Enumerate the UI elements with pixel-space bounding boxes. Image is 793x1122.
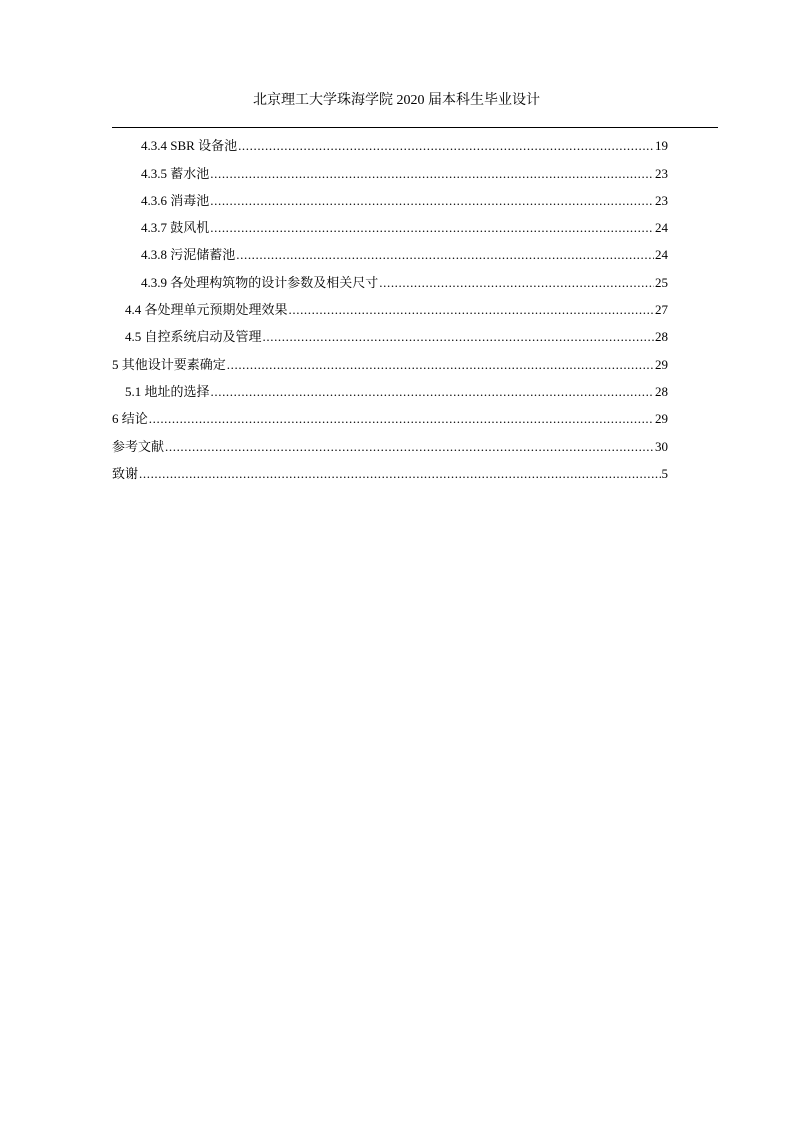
toc-dot-leader bbox=[379, 275, 654, 291]
toc-entry-label: 4.3.8 污泥储蓄池 bbox=[141, 247, 236, 263]
toc-dot-leader bbox=[238, 138, 654, 154]
table-of-contents bbox=[112, 128, 668, 483]
toc-entry[interactable] bbox=[112, 264, 668, 291]
toc-entry[interactable] bbox=[112, 401, 668, 428]
toc-dot-leader bbox=[289, 302, 654, 318]
toc-entry[interactable] bbox=[112, 346, 668, 373]
toc-entry[interactable] bbox=[112, 210, 668, 237]
toc-entry-label: 4.3.4 SBR 设备池 bbox=[141, 138, 238, 154]
toc-entry[interactable] bbox=[112, 128, 668, 155]
toc-entry-page: 27 bbox=[655, 302, 668, 318]
toc-entry-label: 4.3.5 蓄水池 bbox=[141, 165, 210, 181]
toc-entry-label: 5 其他设计要素确定 bbox=[112, 356, 226, 372]
toc-entry-label: 4.5 自控系统启动及管理 bbox=[125, 329, 262, 345]
toc-entry-page: 5 bbox=[661, 465, 668, 481]
toc-entry-label: 4.4 各处理单元预期处理效果 bbox=[125, 302, 288, 318]
toc-dot-leader bbox=[210, 193, 654, 209]
toc-dot-leader bbox=[263, 329, 654, 345]
toc-entry-page: 28 bbox=[655, 329, 668, 345]
toc-entry-page: 23 bbox=[655, 165, 668, 181]
toc-entry-page: 23 bbox=[655, 192, 668, 208]
toc-entry-page: 30 bbox=[655, 438, 668, 454]
toc-entry-page: 29 bbox=[655, 356, 668, 372]
toc-entry-page: 19 bbox=[655, 138, 668, 154]
toc-entry-page: 28 bbox=[655, 383, 668, 399]
toc-entry-page: 29 bbox=[655, 411, 668, 427]
page-header bbox=[0, 92, 793, 110]
toc-entry-label: 致谢 bbox=[112, 465, 139, 481]
toc-entry-label: 4.3.6 消毒池 bbox=[141, 192, 210, 208]
toc-dot-leader bbox=[139, 466, 660, 482]
toc-entry[interactable] bbox=[112, 237, 668, 264]
toc-entry[interactable] bbox=[112, 456, 668, 483]
toc-entry-label: 6 结论 bbox=[112, 411, 148, 427]
toc-entry-page: 24 bbox=[655, 247, 668, 263]
toc-entry[interactable] bbox=[112, 155, 668, 182]
toc-entry[interactable] bbox=[112, 319, 668, 346]
toc-dot-leader bbox=[165, 439, 654, 455]
toc-entry-label: 5.1 地址的选择 bbox=[125, 383, 210, 399]
toc-entry-page: 25 bbox=[655, 274, 668, 290]
toc-entry-label: 参考文献 bbox=[112, 438, 165, 454]
toc-entry[interactable] bbox=[112, 374, 668, 401]
header-title: 北京理工大学珠海学院 2020 届本科生毕业设计 bbox=[253, 93, 540, 108]
toc-entry[interactable] bbox=[112, 428, 668, 455]
toc-dot-leader bbox=[236, 247, 654, 263]
toc-entry-page: 24 bbox=[655, 220, 668, 236]
toc-dot-leader bbox=[210, 166, 654, 182]
toc-entry-label: 4.3.9 各处理构筑物的设计参数及相关尺寸 bbox=[141, 274, 379, 290]
toc-entry-label: 4.3.7 鼓风机 bbox=[141, 220, 210, 236]
toc-dot-leader bbox=[149, 411, 654, 427]
toc-dot-leader bbox=[210, 220, 654, 236]
toc-dot-leader bbox=[211, 384, 654, 400]
toc-dot-leader bbox=[227, 357, 654, 373]
toc-entry[interactable] bbox=[112, 183, 668, 210]
toc-entry[interactable] bbox=[112, 292, 668, 319]
